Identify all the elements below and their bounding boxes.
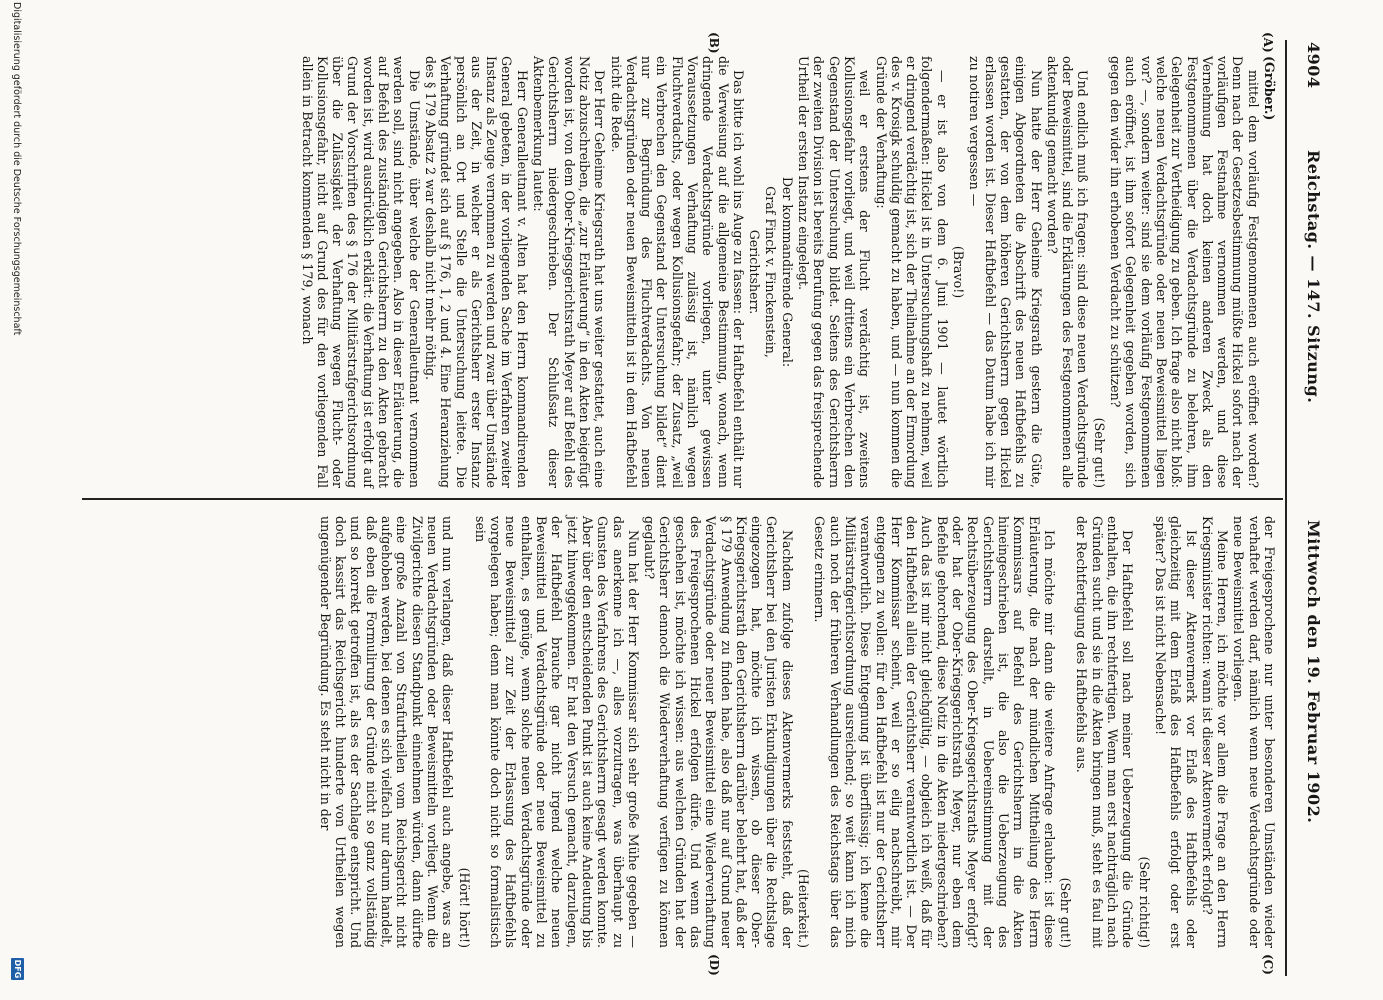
signature-role: Gerichtsherr. bbox=[747, 229, 763, 315]
paragraph: Nachdem zufolge dieses Aktenvermerks feststeht, daß der Gerichtsherr bei den Juristen Erkundigungen über die Rechtslage eingezogen hat, möchte ich wissen, ob dieser Ober-Kriegsgerichtsrath den Gerichtsherrn darüber belehrt hat, daß der § 179 Anwendung zu finden habe, also daß nur auf Grund neuer Verdachtsgründe oder neuer Beweismittel eine Wiederverhaftung des Freigesprochenen Hickel erfolgen dürfe. Und wenn das geschehen ist, möchte ich wissen: aus welchen Gründen hat der Gerichtsherr dennoch die Wiederverhaftung verfügen zu können geglaubt? bbox=[642, 516, 795, 948]
column-divider bbox=[82, 498, 1283, 500]
page-header bbox=[1297, 0, 1323, 1000]
audience-reaction: (Heiterkeit.) bbox=[796, 869, 812, 948]
dfg-logo-icon: DFG bbox=[13, 959, 22, 979]
paragraph: Der Haftbefehl soll nach meiner Ueberzeugung die Gründe enthalten, die ihn rechtfertigen. Wenn man erst nachträglich nach Gründen sucht und sie in die Akten bringen muß, steht es faul mit der Rechtfertigung des Haftbefehls aus. bbox=[1074, 516, 1136, 948]
margin-marker-c: (C) bbox=[1261, 954, 1275, 975]
quoted-order: weil er erstens der Flucht verdächtig ist, zweitens Kollusionsgefahr vorliegt, und weil drittens ein Verbrechen den Gegenstand der Untersuchung bildet. Seitens des Gerichtsherrn der zweiten Division ist bereits Berufung gegen das freisprechende Urtheil der ersten Instanz eingelegt. bbox=[796, 56, 873, 488]
header-right-title: Mittwoch den 19. Februar 1902. bbox=[1304, 520, 1323, 824]
page-footer bbox=[8, 0, 24, 1000]
paragraph: Und endlich muß ich fragen: sind diese neuen Verdachtsgründe oder Beweismittel, sind die Erklärungen des Festgenommenen alle aktenkundig gemacht worden? bbox=[1044, 56, 1091, 488]
right-column bbox=[317, 516, 1277, 948]
page-number: 4904 bbox=[1304, 42, 1323, 89]
paragraph: Die Umstände, über welche der Generalleutnant vernommen werden soll, sind nicht angegeben. Also in dieser Erläuterung, die auf Befehl des zuständigen Gerichtsherrn zu den Akten gebracht worden ist, wird ausdrücklich erklärt: die Verhaftung ist erfolgt auf Grund der Vorschriften des § 176 der Militärstrafgerichtsordnung über die Zulässigkeit der Verhaftung wegen Flucht- oder Kollusionsgefahr, nicht auf Grund des für den vorliegenden Fall allein in Betracht kommenden § 179, wonach bbox=[299, 56, 422, 488]
left-column bbox=[298, 56, 1277, 488]
paragraph: Der Herr Geheime Kriegsrath hat uns weiter gestattet, auch eine Notiz abzuschreiben, die „zur Erläuterung“ in den Akten beigefügt worden ist, von dem Ober-Kriegsgerichtsrath Meyer auf Befehl des Gerichtsherrn niedergeschrieben. Der Schlußsatz dieser Aktenbemerkung lautet: bbox=[531, 56, 608, 488]
audience-reaction: (Sehr richtig!) bbox=[1136, 856, 1152, 948]
audience-reaction: (Bravo!) bbox=[951, 245, 967, 299]
speaker-label: (Gröber.) bbox=[1262, 56, 1277, 121]
header-left-title: Reichstag. — 147. Sitzung. bbox=[1304, 150, 1323, 404]
margin-marker-a: (A) bbox=[1261, 32, 1275, 53]
header-rule bbox=[1285, 40, 1287, 976]
paragraph: und nun verlangen, daß dieser Haftbefehl auch angebe, was an neuen Verdachtsgründen oder Beweismitteln vorliegt. Wenn die Zivilgerichte diesen Standpunkt einnehmen würden, dann dürfte eine große Anzahl von Strafurtheilen vom Reichsgericht nicht aufgehoben werden, bei denen es sich vielfach nur darum handelt, daß eben die Formulirung der Gründe nicht so ganz vollständig und so korrekt getroffen ist, als es der Sachlage entspricht. Und doch kassirt das Reichsgericht hunderte von Urtheilen wegen ungenügender Begründung. Es steht nicht in der bbox=[317, 516, 456, 948]
signature-name: Graf Finck v. Finckenstein, bbox=[763, 186, 779, 358]
paragraph: Nun hatte der Herr Geheime Kriegsrath gestern die Güte, einigen Abgeordneten die Abschrift des neuen Haftbefehls zu gestatten, der von dem höheren Gerichtsherrn gegen Hickel erlassen worden ist. Dieser Haftbefehl — das Datum habe ich mir zu notiren vergessen — bbox=[967, 56, 1044, 488]
paragraph: — er ist also von dem 6. Juni 1901 — lautet wörtlich folgendermaßen: Hickel ist in Untersuchungshaft zu nehmen, weil er dringend verdächtig ist, sich der Theilnahme an der Ermordung des v. Krosigk schuldig gemacht zu haben, und — nun kommen die Gründe der Verhaftung: bbox=[873, 56, 950, 488]
paragraph: Ich möchte mir dann die weitere Anfrage erlauben: ist diese Erläuterung, die nach der mündlichen Mittheilung des Herrn Kommissars auf Befehl des Gerichtsherrn in die Akten hineingeschrieben ist, die also die Ueberzeugung des Gerichtsherrn darstellt, in Uebereinstimmung mit der Rechtsüberzeugung des Ober-Kriegsgerichtsraths Meyer erfolgt? oder hat der Ober-Kriegsgerichtsrath Meyer, nur eben dem Befehle gehorchend, diese Notiz in die Akten niedergeschrieben? Auch das ist mir nicht gleichgültig, — obgleich ich weiß, daß für den Haftbefehl allein der Gerichtsherr verantwortlich ist. — Der Herr Kommissar scheint, weil er so eilig nachschreibt, mir entgegnen zu wollen: für den Haftbefehl ist nur der Gerichtsherr verantwortlich. Diese Entgegnung ist überflüssig; ich kenne die Militärstrafgerichtsordnung ausreichend; so weit kann ich mich auch noch der früheren Verhandlungen des Reichstags über das Gesetz erinnern. bbox=[812, 516, 1057, 948]
margin-marker-b: (B) bbox=[707, 32, 721, 54]
paragraph: mittel dem vorläufig Festgenommenen auch eröffnet worden? Denn nach der Gesetzesbestimmung müßte Hickel sofort nach der vorläufigen Festnahme vernommen werden, und diese Vernehmung hat doch keinen anderen Zweck als den Festgenommenen über die Verdachtsgründe zu belehren, ihm Gelegenheit zur Vertheidigung zu geben. Ich frage also nicht bloß: welche neuen Verdachtsgründe oder neuen Beweismittel liegen vor? —, sondern weiter: sind sie dem vorläufig Festgenommenen auch eröffnet, ist ihm sofort Gelegenheit gegeben worden, sich gegen den wider ihn erhobenen Verdacht zu schützen? bbox=[1108, 56, 1261, 488]
signature-title: Der kommandirende General: bbox=[779, 176, 795, 368]
quoted-note: Herr Generalleutnant v. Alten hat den Herrn kommandirenden General gebeten, in der vorliegenden Sache im Verfahren zweiter Instanz als Zeuge vernommen zu werden und zwar über Umstände aus der Zeit, in welcher er als Gerichtsherr erster Instanz persönlich an Ort und Stelle die Untersuchung leitete. Die Verhaftung gründet sich auf § 176, 1, 2 und 4. Eine Heranziehung des § 179 Absatz 2 war deshalb nicht mehr nöthig. bbox=[422, 56, 530, 488]
paragraph: Meine Herren, ich möchte vor allem die Frage an den Herrn Kriegsminister richten: wann ist dieser Aktenvermerk erfolgt? bbox=[1199, 516, 1231, 948]
margin-marker-d: (D) bbox=[707, 954, 721, 976]
paragraph: Ist dieser Aktenvermerk vor Erlaß des Haftbefehls oder gleichzeitig mit dem Erlaß des Haftbefehls erfolgt oder erst später? Das ist nicht Nebensache! bbox=[1152, 516, 1199, 948]
paragraph: der Freigesprochene nur unter besonderen Umständen wieder verhaftet werden darf, nämlich wenn neue Verdachtsgründe oder neue Beweismittel vorliegen. bbox=[1231, 516, 1277, 948]
paragraph: Das bitte ich wohl ins Auge zu fassen: der Haftbefehl enthält nur die Verweisung auf die allgemeine Bestimmung, wonach, wenn dringende Verdachtsgründe vorliegen, unter gewissen Voraussetzungen Verhaftung zulässig ist, nämlich wegen Fluchtverdachts, oder wegen Kollusionsgefahr; der Zusatz, „weil ein Verbrechen den Gegenstand der Untersuchung bildet“ dient nur zur Begründung des Fluchtverdachts. Von neuen Verdachtsgründen oder neuen Beweismitteln ist in dem Haftbefehl nicht die Rede. bbox=[608, 56, 746, 488]
audience-reaction: (Sehr gut!) bbox=[1091, 417, 1107, 488]
audience-reaction: (Hört! hört!) bbox=[456, 867, 472, 948]
digitization-credit: Digitalisierung gefördert durch die Deutsche Forschungsgemeinschaft bbox=[11, 2, 22, 336]
paragraph: Nun hat der Herr Kommissar sich sehr große Mühe gegeben — das anerkenne ich —, alles vorzutragen, was überhaupt zu Gunsten des Verfahrens des Gerichtsherrn gesagt werden konnte. Aber über den entscheidenden Punkt ist auch keine Andeutung bis jetzt hinweggekommen. Er hat den Versuch gemacht, darzulegen, der Haftbefehl brauche gar nicht irgend welche neuen Beweismittel und Verdachtsgründe oder neue Beweismittel zu enthalten, es genüge, wenn solche neuen Verdachtsgründe oder neue Beweismittel zur Zeit der Erlassung des Haftbefehls vorgelegen haben; denn man könnte doch nicht so formalistisch sein bbox=[472, 516, 641, 948]
audience-reaction: (Sehr gut!) bbox=[1058, 877, 1074, 948]
